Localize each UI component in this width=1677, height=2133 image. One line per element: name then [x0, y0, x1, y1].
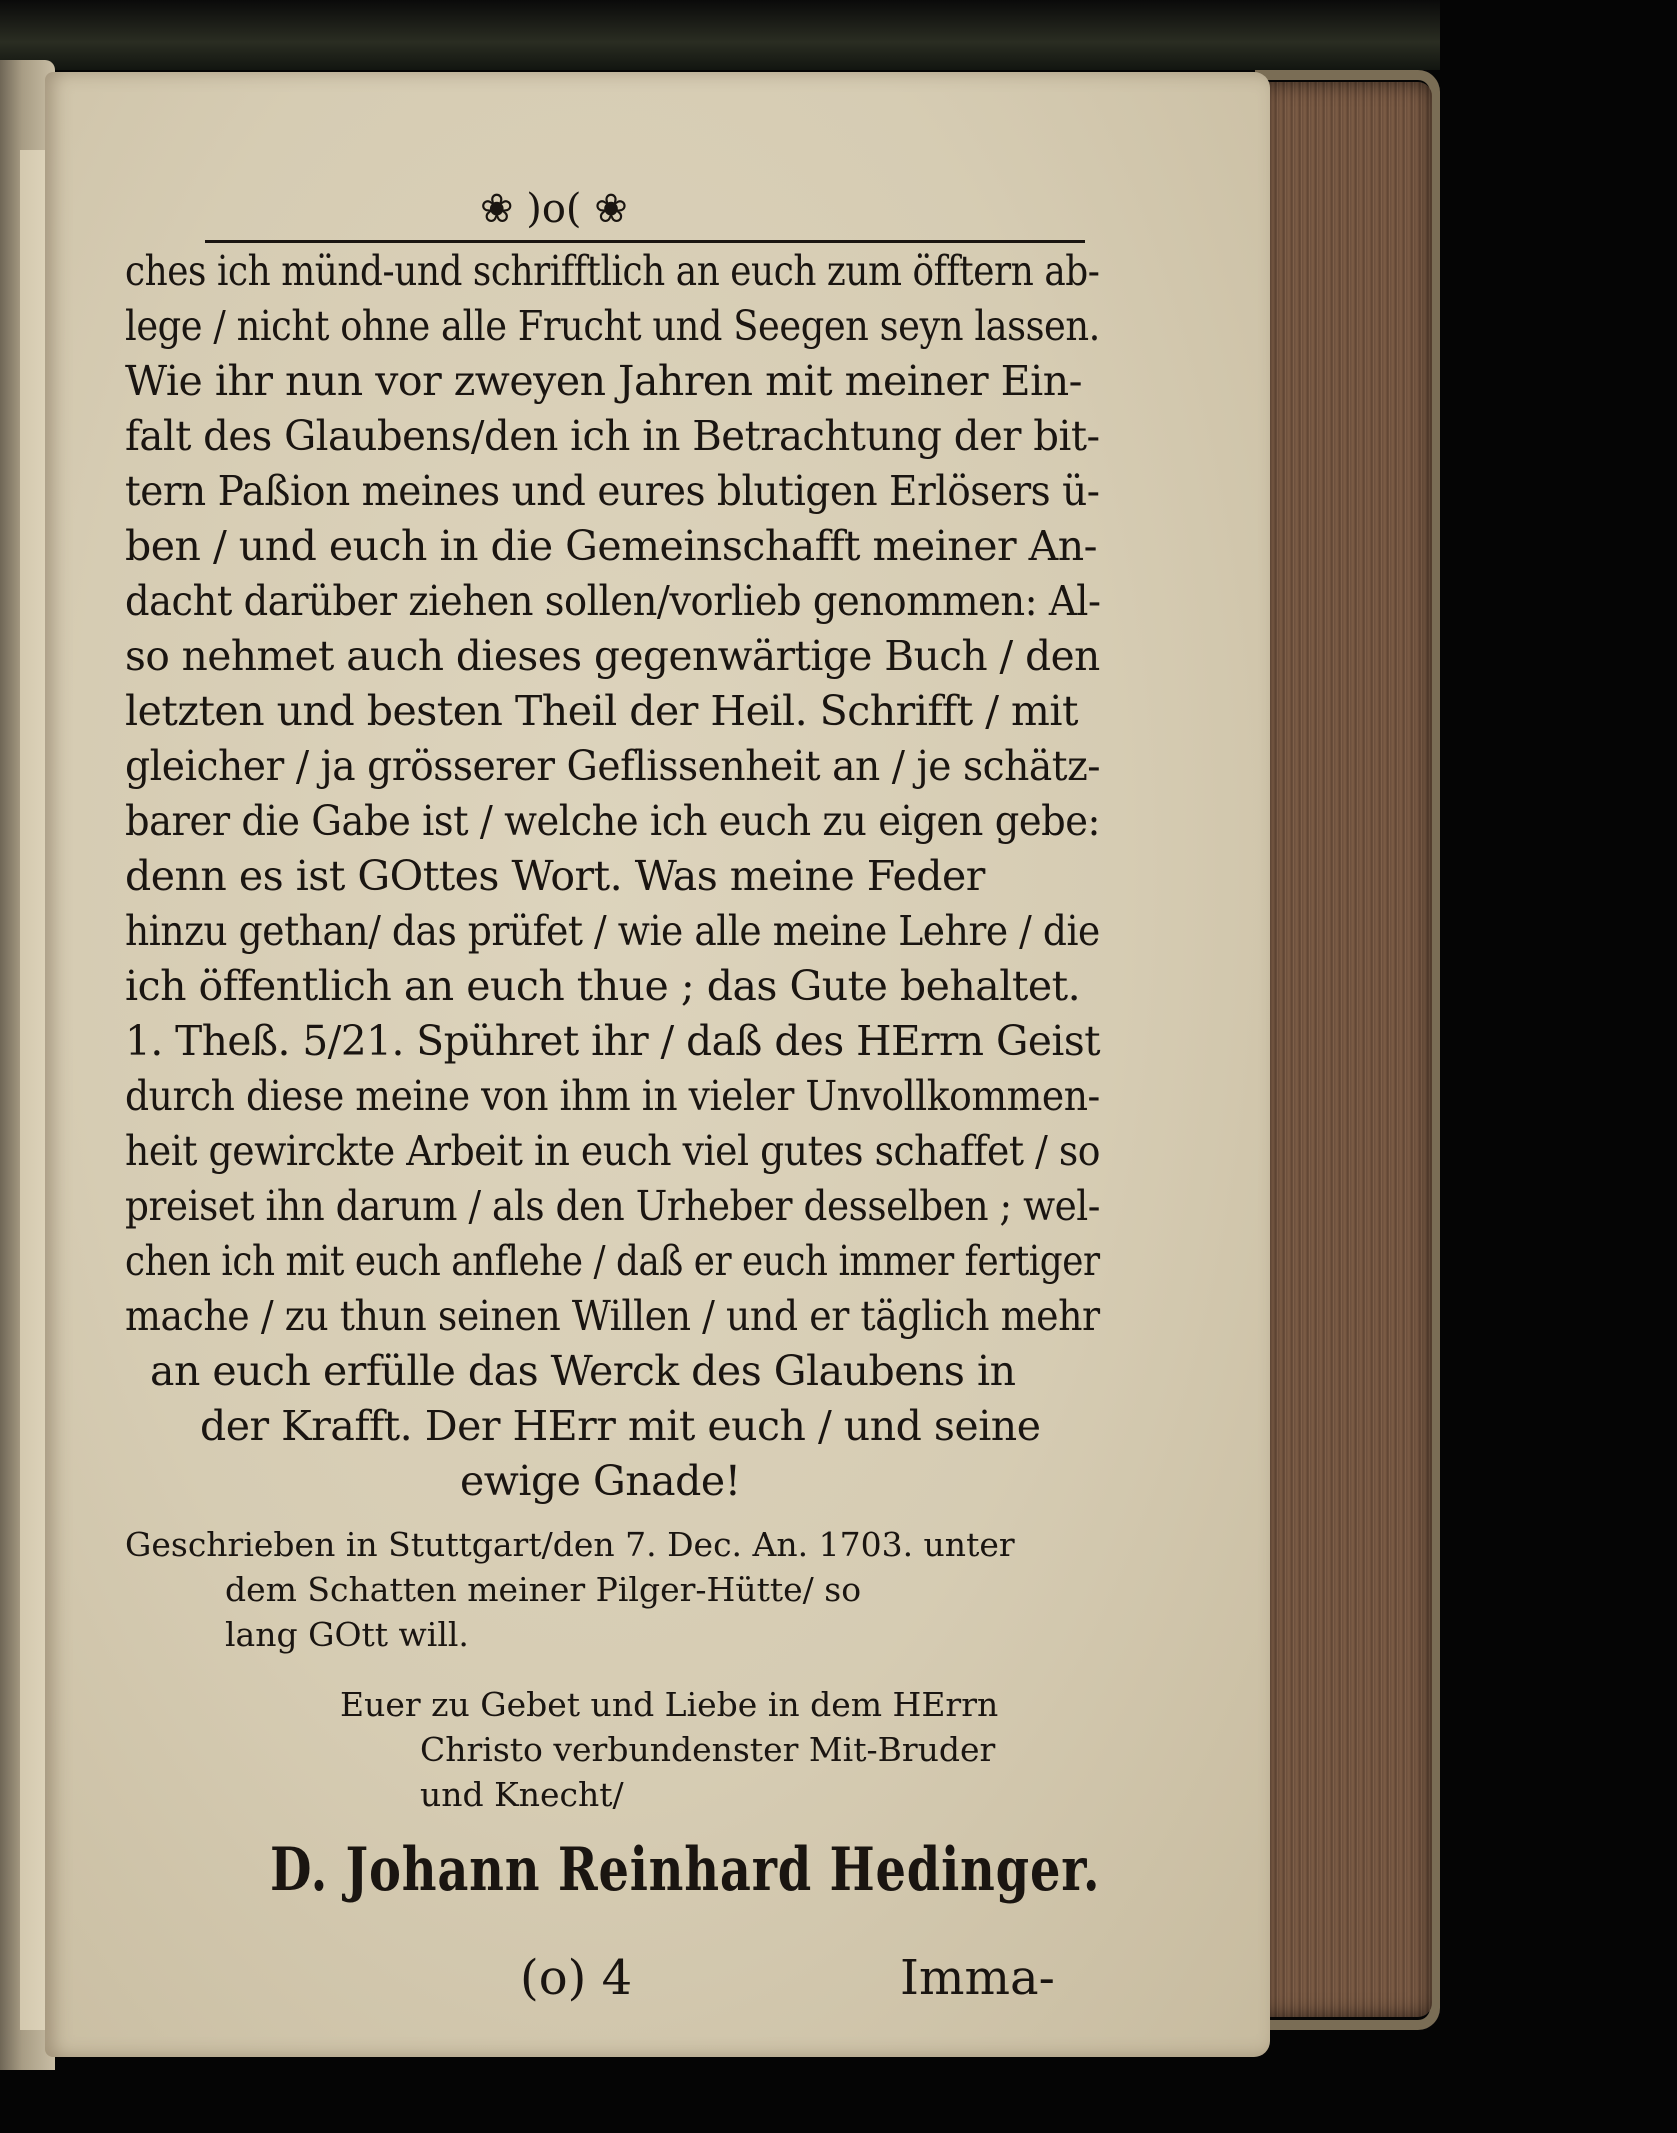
header-rule [205, 240, 1085, 243]
body-line: gleicher / ja grösserer Geflissenheit an / je schätz- [125, 742, 1101, 790]
body-line: hinzu gethan/ das prüfet / wie alle meine Lehre / die [125, 907, 1100, 955]
body-line: Wie ihr nun vor zweyen Jahren mit meiner Ein- [125, 357, 1082, 405]
closing-line: Christo verbundenster Mit-Bruder [420, 1730, 996, 1769]
catchword: Imma- [900, 1950, 1055, 2006]
body-line: durch diese meine von ihm in vieler Unvollkommen- [125, 1072, 1100, 1120]
body-line: barer die Gabe ist / welche ich euch zu eigen gebe: [125, 797, 1100, 845]
dateline-line: Geschrieben in Stuttgart/den 7. Dec. An. 1703. unter [125, 1525, 1015, 1564]
body-line: heit gewirckte Arbeit in euch viel gutes schaffet / so [125, 1127, 1101, 1175]
body-line: ben / und euch in die Gemeinschafft meiner An- [125, 522, 1097, 570]
dateline-line: dem Schatten meiner Pilger-Hütte/ so [225, 1570, 862, 1609]
body-line: ewige Gnade! [460, 1457, 741, 1505]
body-line: falt des Glaubens/den ich in Betrachtung der bit- [125, 412, 1100, 460]
body-line: chen ich mit euch anflehe / daß er euch immer fertiger [125, 1237, 1100, 1285]
book-cover-top [0, 0, 1440, 70]
signature-mark: (o) 4 [520, 1950, 633, 2006]
author-signature: D. Johann Reinhard Hedinger. [270, 1835, 1101, 1905]
page-block-edge [1262, 82, 1432, 2017]
body-line: der Krafft. Der HErr mit euch / und seine [200, 1402, 1041, 1450]
body-line: denn es ist GOttes Wort. Was meine Feder [125, 852, 985, 900]
body-line: tern Paßion meines und eures blutigen Erlösers ü- [125, 467, 1100, 515]
body-line: ches ich münd-und schrifftlich an euch zum öfftern ab- [125, 247, 1100, 295]
closing-line: Euer zu Gebet und Liebe in dem HErrn [340, 1685, 999, 1724]
dateline-line: lang GOtt will. [225, 1615, 469, 1654]
page-header-ornament: ❀ )o( ❀ [480, 186, 628, 232]
body-line: preiset ihn darum / als den Urheber desselben ; wel- [125, 1182, 1100, 1230]
body-line: ich öffentlich an euch thue ; das Gute behaltet. [125, 962, 1081, 1010]
body-line: 1. Theß. 5/21. Spühret ihr / daß des HErrn Geist [125, 1017, 1101, 1065]
body-line: so nehmet auch dieses gegenwärtige Buch / den [125, 632, 1100, 680]
body-line: an euch erfülle das Werck des Glaubens in [150, 1347, 1016, 1395]
body-line: dacht darüber ziehen sollen/vorlieb genommen: Al- [125, 577, 1101, 625]
body-line: lege / nicht ohne alle Frucht und Seegen seyn lassen. [125, 302, 1100, 350]
closing-line: und Knecht/ [420, 1775, 624, 1814]
body-line: letzten und besten Theil der Heil. Schrifft / mit [125, 687, 1079, 735]
body-line: mache / zu thun seinen Willen / und er täglich mehr [125, 1292, 1100, 1340]
